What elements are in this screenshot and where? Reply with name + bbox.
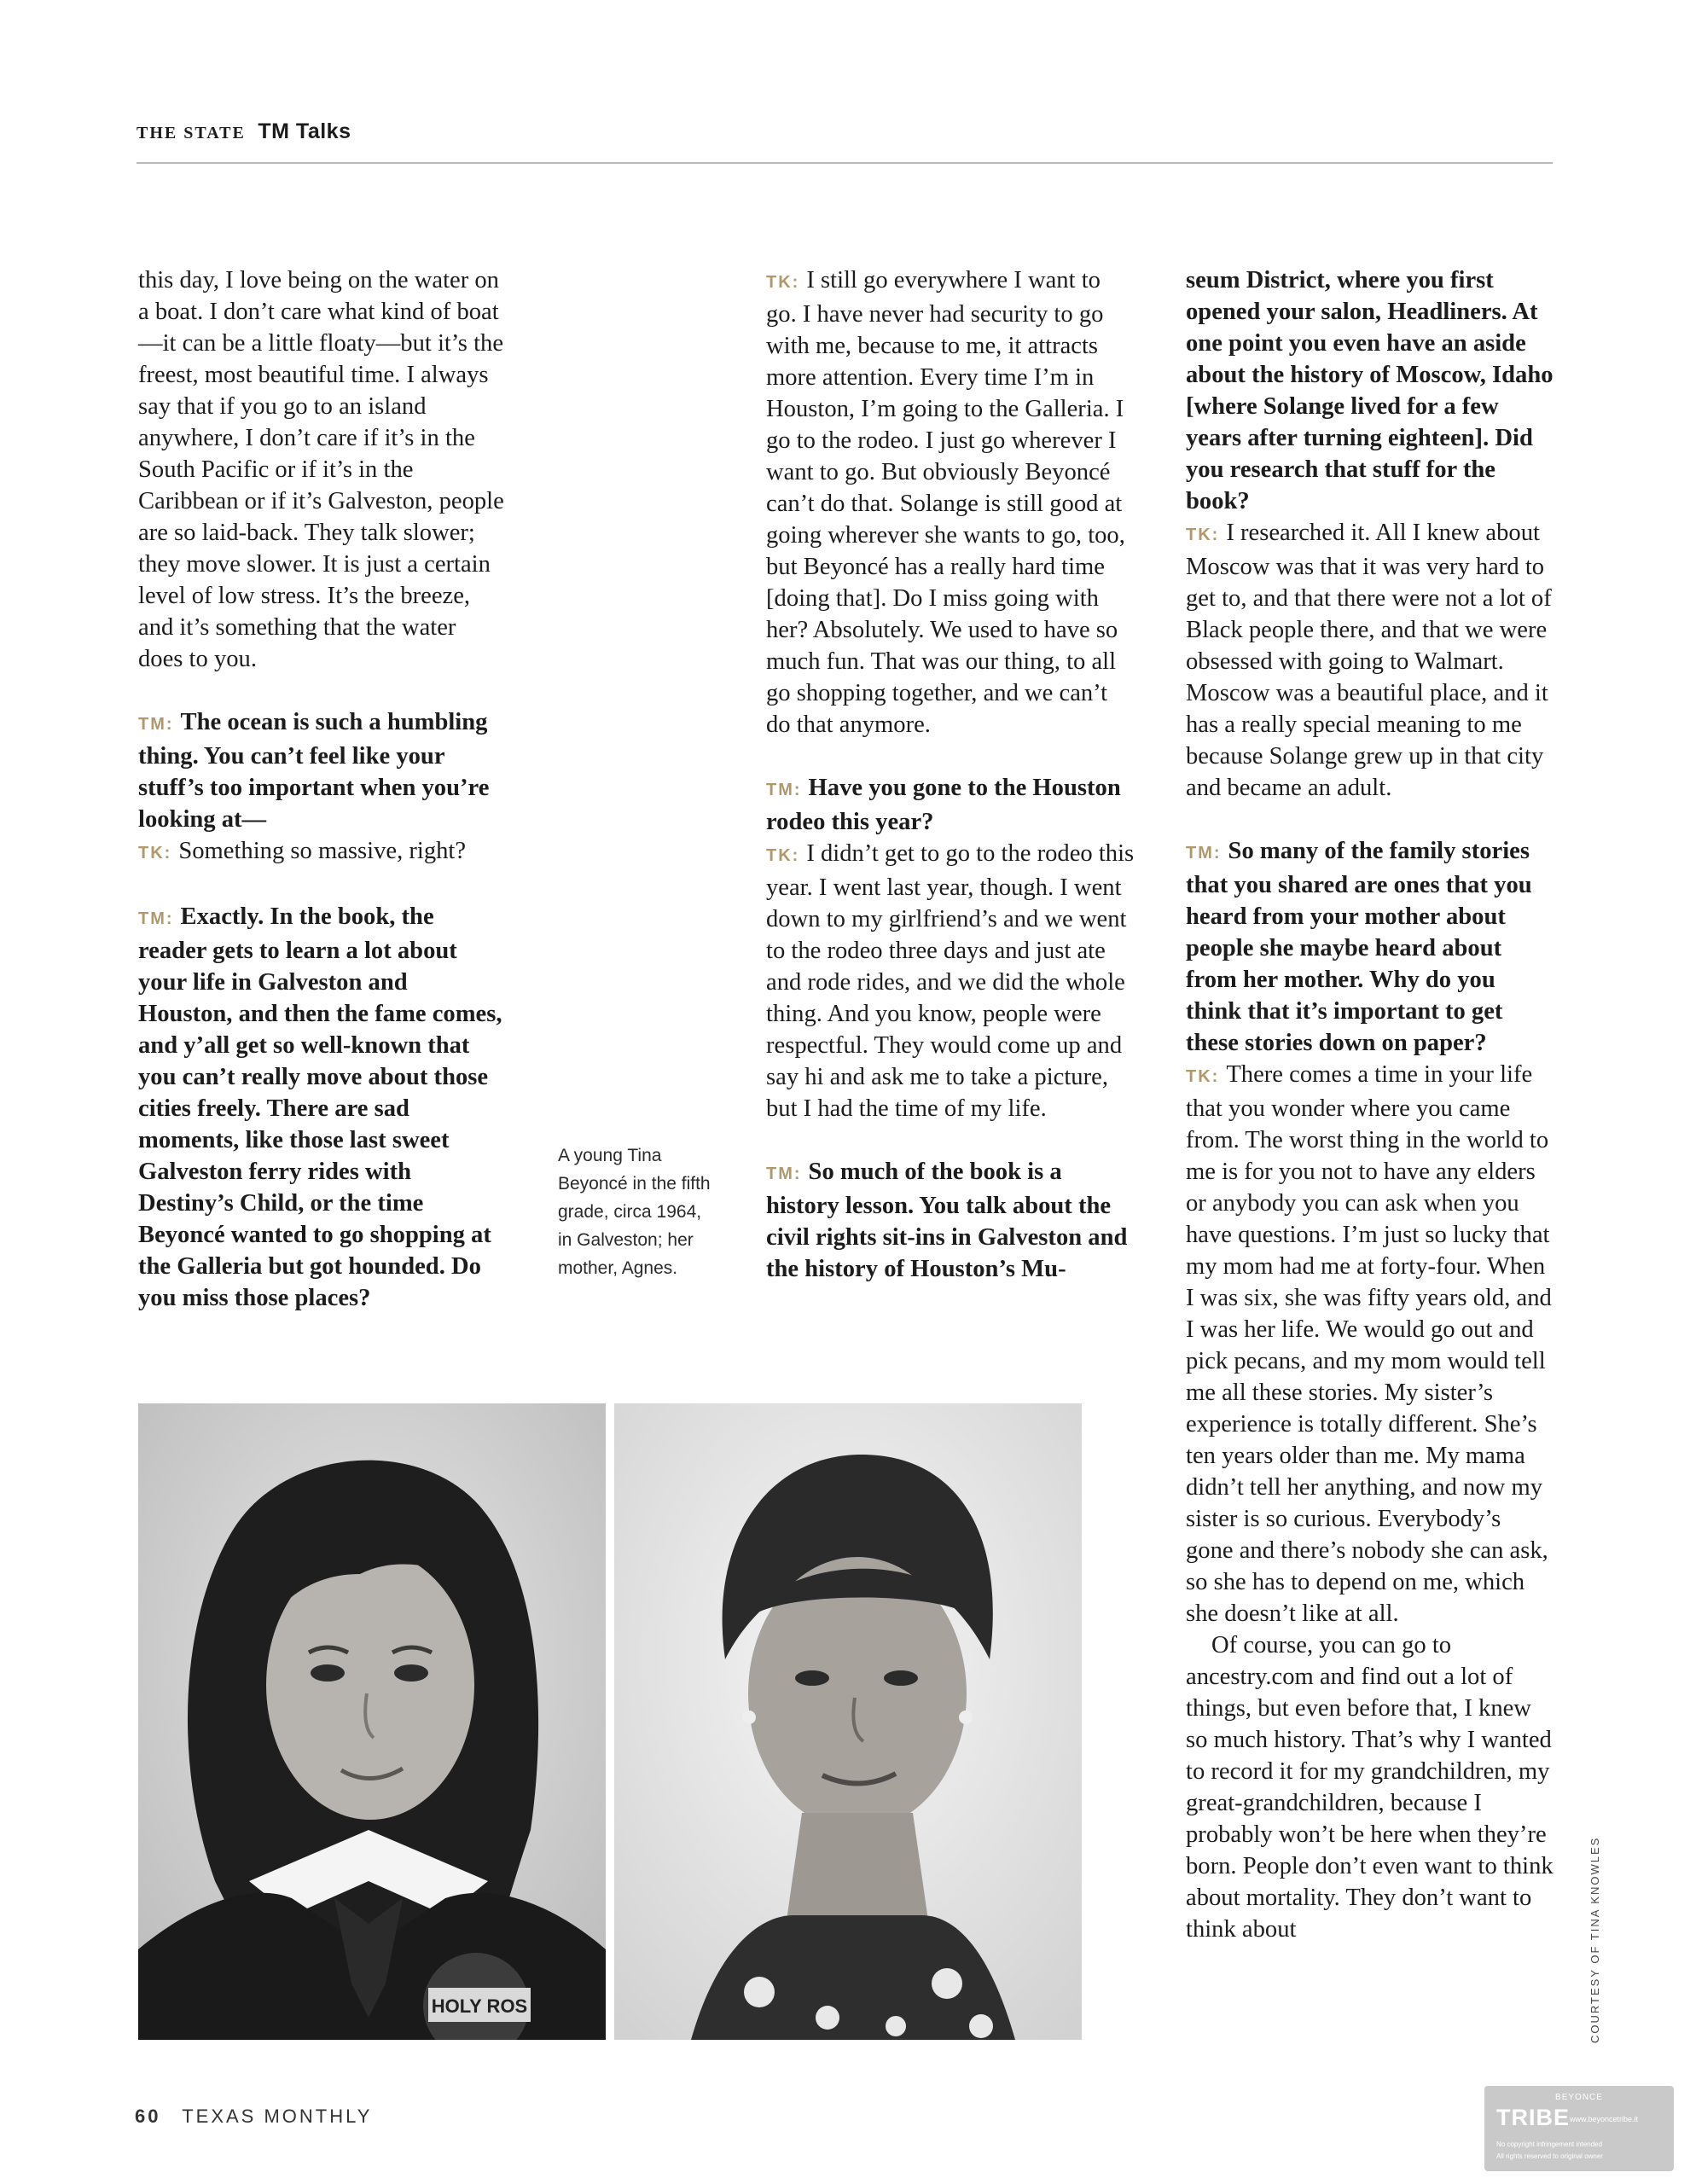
- speaker-label: TK:: [1186, 526, 1220, 544]
- answer-paragraph: [138, 835, 505, 869]
- answer-text: I didn’t get to go to the rodeo this year. I went last year, though. I went down to my girlfriend’s and we went to the rodeo three days and just ate and rode rides, and we did the whole thing. And you know, people were respectful. They would come up and say hi and ask me to take a picture, but I had the time of my life.: [766, 840, 1135, 1122]
- watermark-line: All rights reserved to original owner: [1496, 2152, 1603, 2160]
- watermark-url: www.beyoncetribe.it: [1570, 2115, 1639, 2123]
- photo-credit: COURTESY OF TINA KNOWLES: [1588, 1836, 1601, 2043]
- magazine-name: TEXAS MONTHLY: [182, 2106, 373, 2127]
- answer-paragraph: [766, 838, 1135, 1124]
- answer-paragraph: [1186, 1059, 1554, 1629]
- speaker-label: TM:: [138, 909, 174, 928]
- sweater-emblem-text: HOLY ROS: [431, 1995, 528, 2017]
- page-footer: [135, 2106, 372, 2128]
- question-paragraph: [766, 772, 1135, 838]
- question-paragraph: [138, 901, 505, 1314]
- section-header: [136, 119, 351, 144]
- speaker-label: TK:: [1186, 1067, 1220, 1086]
- answer-paragraph: Of course, you can go to ancestry.com and find out a lot of things, but even before that, I knew so much history. That’s why I wanted to record it for my grandchildren, my great-grandchildren, because I probably won’t be here when they’re born. People don’t even want to think about mortality. They don’t want to think about: [1186, 1632, 1554, 1943]
- question-paragraph: [1186, 835, 1554, 1059]
- question-text: Exactly. In the book, the reader gets to learn a lot about your life in Galveston and Houston, and then the fame comes, and y’all get so well-known that you can’t really move about those cities freely. There are sad moments, like those last sweet Galveston ferry rides with Destiny’s Child, or the time Beyoncé wanted to go shopping at the Galleria but got hounded. Do you miss those places?: [138, 903, 502, 1311]
- question-continuation: seum District, where you first opened your salon, Headliners. At one point you even have an aside about the history of Moscow, Idaho [where Solange lived for a few years after turning eighteen]. Did you research that stuff for the book?: [1186, 267, 1554, 514]
- question-text: So much of the book is a history lesson. You talk about the civil rights sit-ins in Galveston and the history of Houston’s Mu-: [766, 1159, 1128, 1282]
- column-title: TM Talks: [258, 119, 351, 143]
- photo-young-tina: [138, 1403, 606, 2040]
- watermark-top-text: BEYONCE: [1555, 2093, 1603, 2102]
- answer-text: I researched it. All I knew about Moscow was that it was very hard to get to, and that there were not a lot of Black people there, and that we were obsessed with going to Walmart. Moscow was a beautiful place, and it has a really special meaning to me because Solange grew up in that city and became an adult.: [1186, 520, 1552, 801]
- answer-text: There comes a time in your life that you wonder where you came from. The worst thing in the world to me is for you not to have any elders or anybody you can ask when you have questions. I’m just so lucky that my mom had me at forty-four. When I was six, she was fifty years old, and I was her life. We would go out and pick pecans, and my mom would tell me all these stories. My sister’s experience is totally different. She’s ten years older than me. My mama didn’t tell her anything, and now my sister is so curious. Everybody’s gone and there’s nobody she can ask, so she has to depend on me, which she doesn’t like at all.: [1186, 1061, 1552, 1627]
- question-text: So many of the family stories that you shared are ones that you heard from your mother about people she maybe heard about from her mother. Why do you think that it’s important to get these stories down on paper?: [1186, 838, 1532, 1056]
- question-text: Have you gone to the Houston rodeo this year?: [766, 775, 1121, 835]
- speaker-label: TM:: [1186, 844, 1222, 863]
- answer-text: Something so massive, right?: [178, 838, 467, 864]
- section-label: THE STATE: [136, 124, 246, 142]
- question-paragraph: [766, 1156, 1135, 1285]
- speaker-label: TK:: [766, 846, 800, 865]
- question-paragraph: [138, 706, 505, 835]
- watermark-line: No copyright infringement intended: [1496, 2140, 1603, 2148]
- watermark-stamp: [1484, 2086, 1674, 2171]
- answer-paragraph: this day, I love being on the water on a boat. I don’t care what kind of boat—it can be a little floaty—but it’s the freest, most beautiful time. I always say that if you go to an island anywhere, I don’t care if it’s in the South Pacific or if it’s in the Caribbean or if it’s Galveston, people are so laid-back. They talk slower; they move slower. It is just a certain level of low stress. It’s the breeze, and it’s something that the water does to you.: [138, 267, 504, 672]
- answer-paragraph: [1186, 517, 1554, 804]
- text-column-3: [1186, 264, 1554, 1945]
- page-number: 60: [135, 2106, 161, 2127]
- header-rule: [136, 162, 1553, 164]
- portrait-illustration: [138, 1403, 606, 2040]
- watermark-brand: TRIBE: [1496, 2105, 1570, 2130]
- speaker-label: TK:: [138, 844, 172, 863]
- speaker-label: TM:: [766, 781, 802, 799]
- answer-text: I still go everywhere I want to go. I have never had security to go with me, because to me, it attracts more attention. Every time I’m in Houston, I’m going to the Galleria. I go to the rodeo. I just go wherever I want to go. But obviously Beyoncé can’t do that. Solange is still good at going wherever she wants to go, too, but Beyoncé has a really hard time [doing that]. Do I miss going with her? Absolutely. We used to have so much fun. That was our thing, to all go shopping together, and we can’t do that anymore.: [766, 267, 1125, 738]
- speaker-label: TK:: [766, 273, 800, 292]
- text-column-2: [766, 264, 1135, 1285]
- answer-paragraph: [766, 264, 1135, 741]
- question-text: The ocean is such a humbling thing. You can’t feel like your stuff’s too important when you’re looking at—: [138, 709, 490, 833]
- portrait-illustration: [614, 1403, 1082, 2040]
- photo-mother-agnes: [614, 1403, 1082, 2040]
- speaker-label: TM:: [138, 715, 174, 734]
- speaker-label: TM:: [766, 1165, 802, 1183]
- photo-caption: A young Tina Beyoncé in the fifth grade, circa 1964, in Galveston; her mother, Agnes.: [558, 1146, 711, 1278]
- text-column-1: [138, 264, 505, 1314]
